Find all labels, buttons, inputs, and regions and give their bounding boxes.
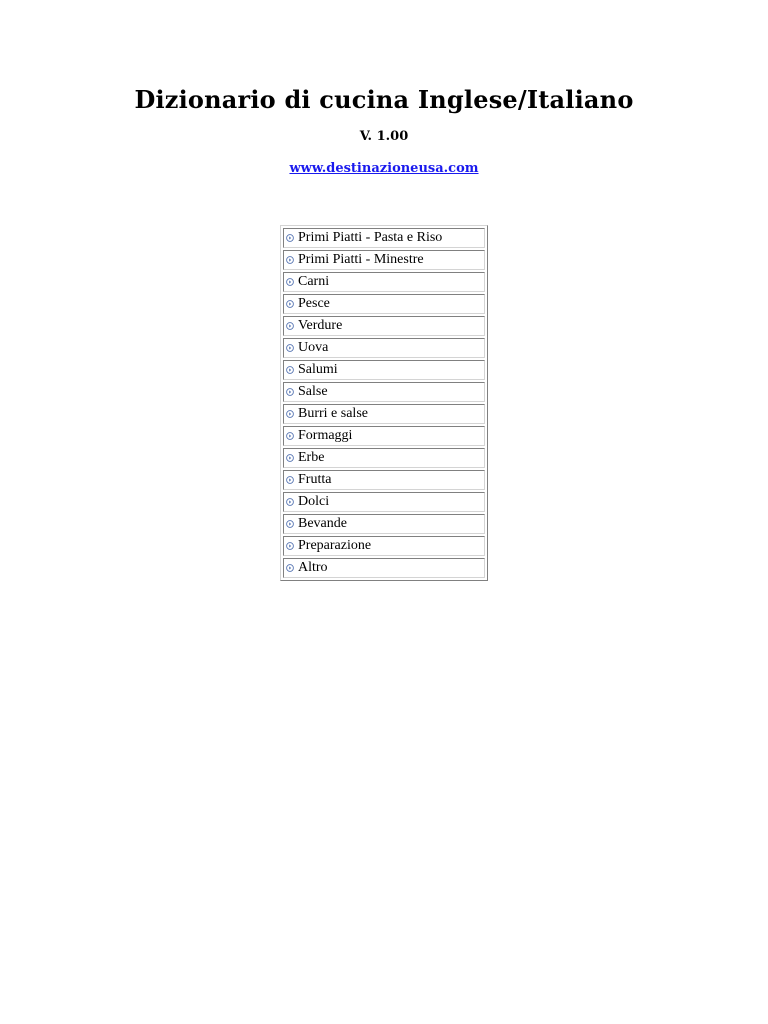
menu-row [283,448,485,468]
category-menu-body [283,228,485,578]
circle-arrow-right-icon [286,230,294,238]
circle-arrow-right-icon [286,450,294,458]
menu-item-label: Pesce [298,296,330,311]
menu-row [283,294,485,314]
menu-item-label: Salumi [298,362,338,377]
page-title: Dizionario di cucina Inglese/Italiano [134,85,634,114]
menu-item-label: Verdure [298,318,343,333]
menu-row [283,426,485,446]
menu-item-label: Bevande [298,516,347,531]
menu-item-label: Carni [298,274,330,289]
menu-row [283,404,485,424]
menu-item[interactable] [283,272,485,292]
menu-item[interactable] [283,228,485,248]
website-link-container [0,160,768,178]
circle-arrow-right-icon [286,252,294,260]
menu-row [283,316,485,336]
menu-item[interactable] [283,448,485,468]
menu-item[interactable] [283,470,485,490]
menu-item[interactable] [283,558,485,578]
menu-item[interactable] [283,294,485,314]
menu-row [283,272,485,292]
menu-item-label: Frutta [298,472,332,487]
menu-row [283,228,485,248]
menu-item-label: Primi Piatti - Pasta e Riso [298,230,443,245]
menu-item[interactable] [283,250,485,270]
menu-row [283,250,485,270]
circle-arrow-right-icon [286,516,294,524]
menu-item[interactable] [283,514,485,534]
menu-row [283,338,485,358]
circle-arrow-right-icon [286,428,294,436]
menu-item-label: Altro [298,560,328,575]
menu-item[interactable] [283,536,485,556]
menu-item-label: Primi Piatti - Minestre [298,252,424,267]
circle-arrow-right-icon [286,296,294,304]
circle-arrow-right-icon [286,274,294,282]
menu-item[interactable] [283,360,485,380]
circle-arrow-right-icon [286,560,294,568]
category-menu-table [280,225,488,581]
menu-item-label: Salse [298,384,328,399]
circle-arrow-right-icon [286,406,294,414]
menu-item[interactable] [283,426,485,446]
menu-item-label: Erbe [298,450,325,465]
circle-arrow-right-icon [286,362,294,370]
circle-arrow-right-icon [286,340,294,348]
menu-item[interactable] [283,338,485,358]
menu-row [283,536,485,556]
circle-arrow-right-icon [286,384,294,392]
menu-row [283,514,485,534]
menu-row [283,382,485,402]
circle-arrow-right-icon [286,318,294,326]
menu-row [283,470,485,490]
menu-item[interactable] [283,316,485,336]
menu-item-label: Burri e salse [298,406,368,421]
circle-arrow-right-icon [286,494,294,502]
menu-item-label: Dolci [298,494,330,509]
version-label: V. 1.00 [359,129,409,144]
circle-arrow-right-icon [286,538,294,546]
menu-item[interactable] [283,404,485,424]
menu-item-label: Uova [298,340,329,355]
menu-row [283,492,485,512]
circle-arrow-right-icon [286,472,294,480]
menu-item[interactable] [283,492,485,512]
menu-item-label: Formaggi [298,428,353,443]
menu-row [283,558,485,578]
menu-item-label: Preparazione [298,538,372,553]
menu-row [283,360,485,380]
menu-item[interactable] [283,382,485,402]
website-link[interactable]: www.destinazioneusa.com [289,161,479,176]
